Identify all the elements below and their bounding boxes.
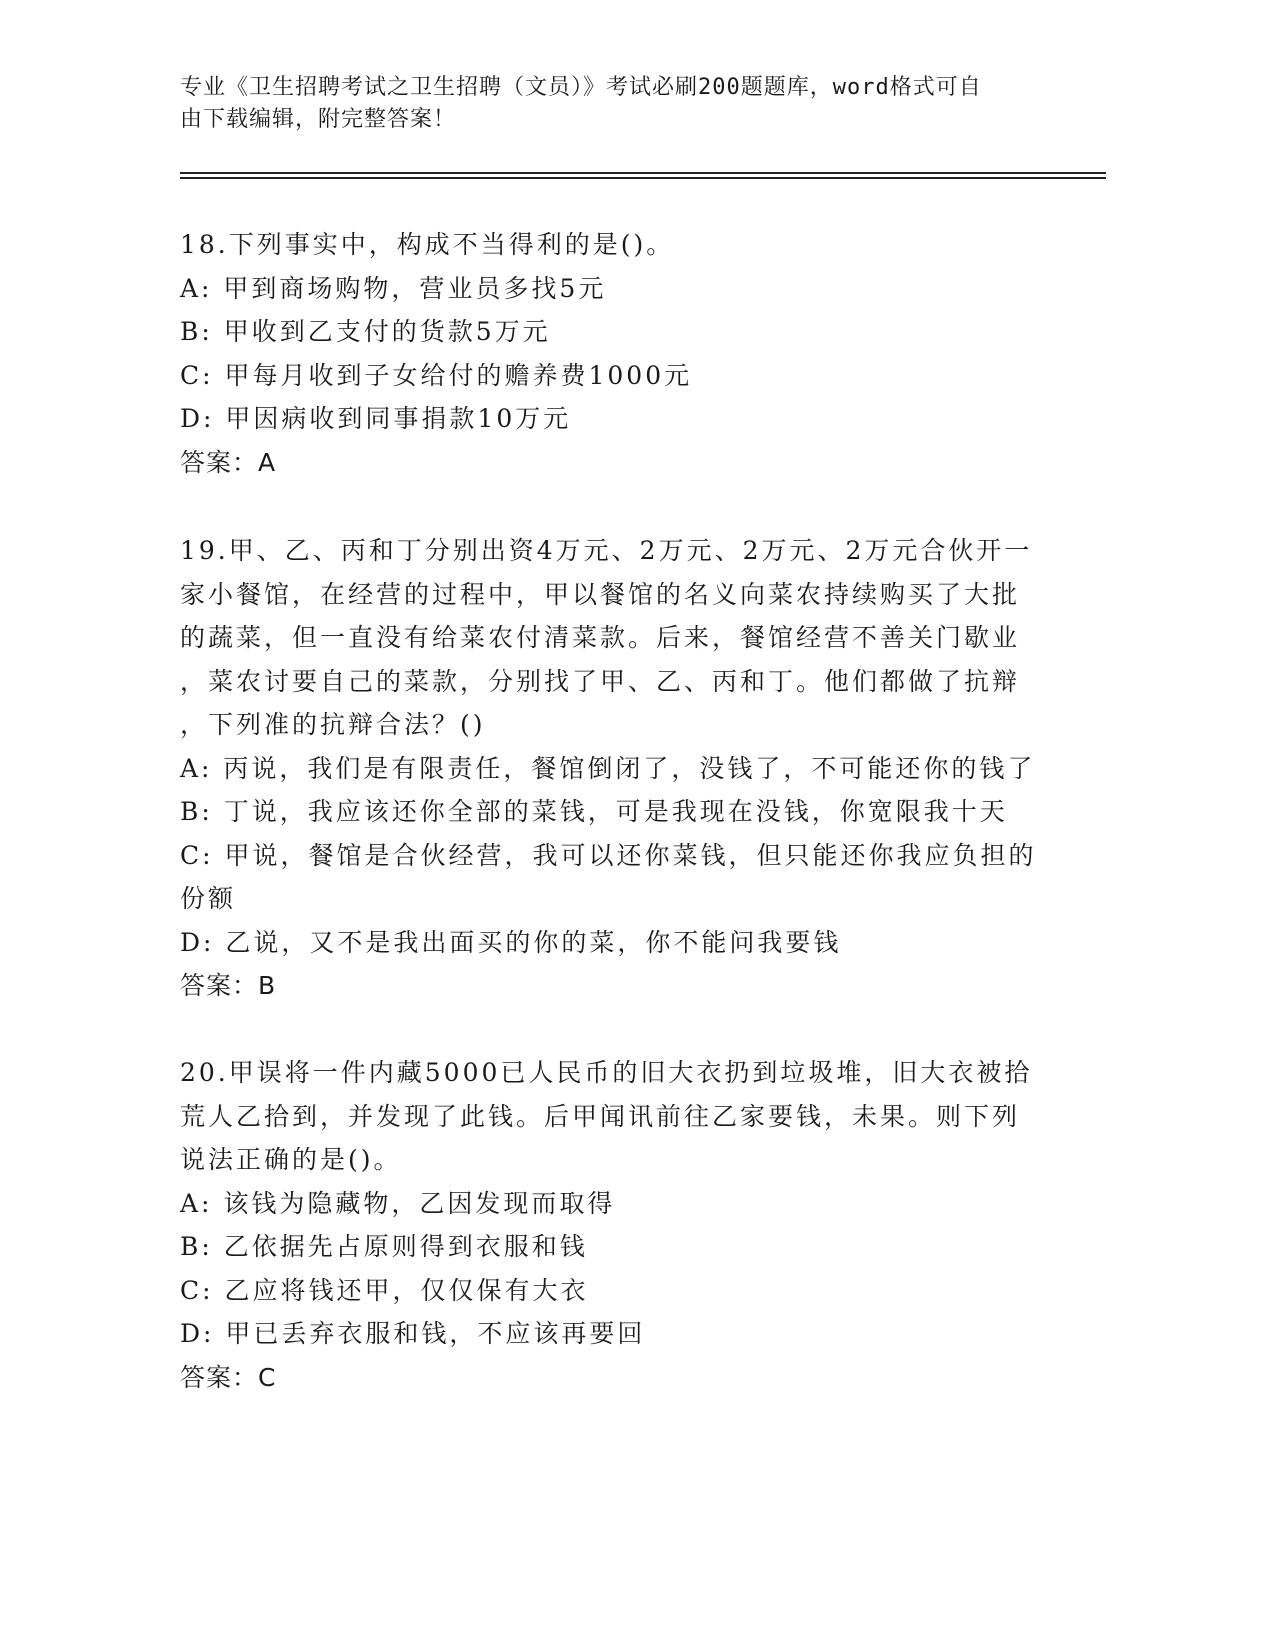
- header-divider-bottom: [180, 177, 1106, 179]
- option-a: A: 甲到商场购物，营业员多找5元: [180, 273, 607, 303]
- question-stem-line-2: 家小餐馆，在经营的过程中，甲以餐馆的名义向菜农持续购买了大批: [180, 579, 1021, 609]
- option-b: B: 甲收到乙支付的货款5万元: [180, 317, 551, 346]
- question-stem-line-4: ，菜农讨要自己的菜款，分别找了甲、乙、丙和丁。他们都做了抗辩: [180, 666, 1021, 696]
- header-line-2: 由下载编辑，附完整答案！: [180, 107, 457, 132]
- option-b: B: 丁说，我应该还你全部的菜钱，可是我现在没钱，你宽限我十天: [180, 797, 1008, 826]
- question-19: [180, 529, 1060, 1008]
- option-c: C: 甲说，餐馆是合伙经营，我可以还你菜钱，但只能还你我应负担的: [180, 840, 1037, 870]
- option-d: D: 甲因病收到同事捐款10万元: [180, 404, 572, 433]
- question-stem-line-2: 荒人乙拾到，并发现了此钱。后甲闻讯前往乙家要钱，未果。则下列: [180, 1101, 1021, 1131]
- option-c-continued: 份额: [180, 884, 237, 913]
- option-d: D: 甲已丢弃衣服和钱，不应该再要回: [180, 1319, 646, 1348]
- question-20: [180, 1051, 1060, 1399]
- option-b: B: 乙依据先占原则得到衣服和钱: [180, 1232, 588, 1261]
- question-stem-line-1: 19.甲、乙、丙和丁分别出资4万元、2万元、2万元、2万元合伙开一: [180, 536, 1033, 565]
- question-18: [180, 223, 1060, 484]
- answer-label: 答案：B: [180, 971, 277, 1000]
- question-stem-line-3: 说法正确的是()。: [180, 1145, 402, 1174]
- header-line-1: 专业《卫生招聘考试之卫生招聘（文员）》考试必刷200题题库，word格式可自: [180, 75, 982, 100]
- option-d: D: 乙说，又不是我出面买的你的菜，你不能问我要钱: [180, 927, 842, 957]
- question-stem-line-3: 的蔬菜，但一直没有给菜农付清菜款。后来，餐馆经营不善关门歇业: [180, 623, 1021, 652]
- question-stem-line-5: ，下列准的抗辩合法？(): [180, 710, 486, 739]
- option-a: A: 丙说，我们是有限责任，餐馆倒闭了，没钱了，不可能还你的钱了: [180, 753, 1036, 783]
- question-stem-line-1: 20.甲误将一件内藏5000已人民币的旧大衣扔到垃圾堆，旧大衣被拾: [180, 1058, 1033, 1087]
- answer-label: 答案：A: [180, 447, 277, 477]
- answer-label: 答案：C: [180, 1362, 277, 1392]
- header-divider-top: [180, 172, 1106, 174]
- option-c: C: 乙应将钱还甲，仅仅保有大衣: [180, 1275, 589, 1305]
- document-header: [180, 72, 1060, 136]
- option-c: C: 甲每月收到子女给付的赡养费1000元: [180, 360, 693, 390]
- question-stem: 18.下列事实中，构成不当得利的是()。: [180, 230, 675, 259]
- option-a: A: 该钱为隐藏物，乙因发现而取得: [180, 1188, 616, 1218]
